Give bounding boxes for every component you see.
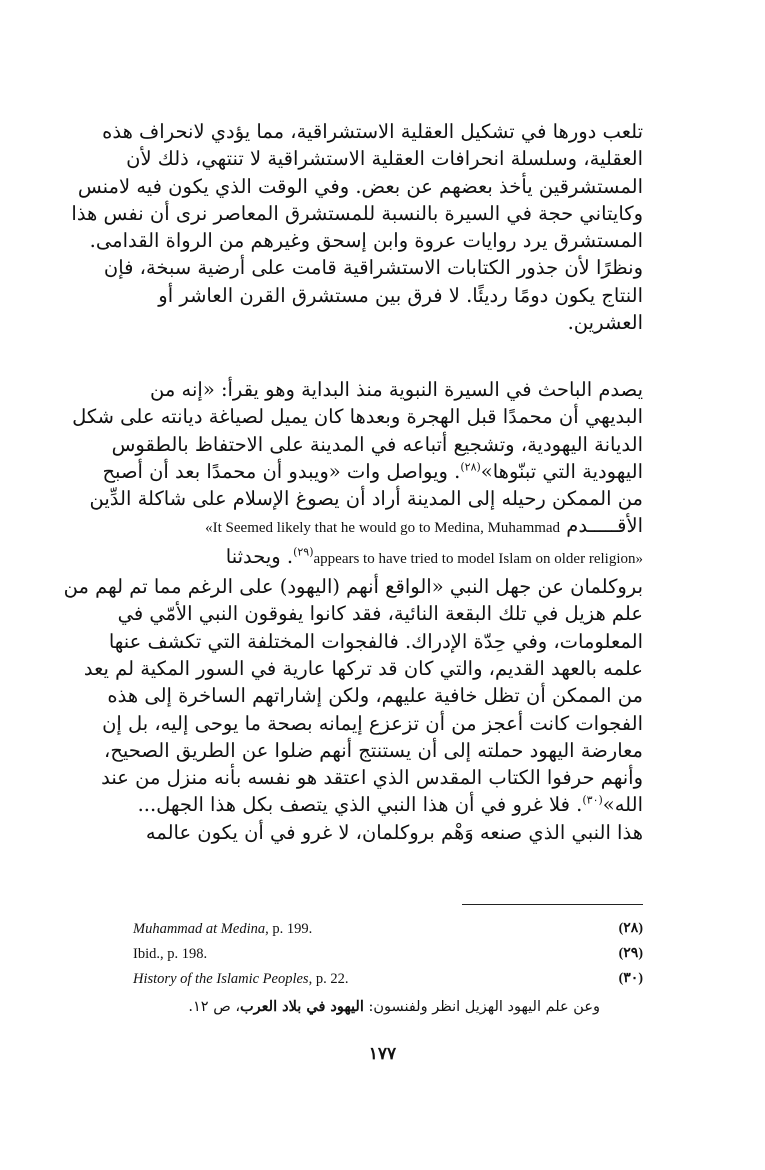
text-line: العقلية، وسلسلة انحرافات العقلية الاستشراقية لا تنتهي، ذلك لأن (126, 147, 643, 171)
text-line: النتاج يكون دومًا رديئًا. لا فرق بين مستشرق القرن العاشر أو (158, 283, 643, 307)
text-line: تلعب دورها في تشكيل العقلية الاستشراقية، مما يؤدي لانحراف هذه (102, 120, 643, 143)
footnote-30-addendum (160, 996, 600, 1018)
text-line: المستشرقين يأخذ بعضهم عن بعض. وفي الوقت الذي يكون فيه لامنس (77, 174, 643, 198)
text-line: العشرين. (567, 311, 643, 335)
footnote-source (133, 967, 348, 991)
book-title: History of the Islamic Peoples (133, 971, 309, 987)
page-number: ١٧٧ (368, 1044, 397, 1064)
text-line: هذا النبي الذي صنعه وَهْم بروكلمان، لا غرو في أن يكون عالمه (145, 820, 643, 844)
footnote-30 (133, 967, 643, 991)
footnote-28 (133, 917, 643, 941)
text-segment: . ويحدثنا (225, 544, 294, 568)
page-reference: , p. 22. (308, 971, 349, 987)
footnote-source (133, 917, 312, 941)
text-line: المعلومات، وفي حِدّة الإدراك. فالفجوات المختلفة التي تكشف عنها (108, 629, 643, 653)
text-segment: ، ص ١٢. (188, 999, 241, 1015)
text-line: المستشرق يرد روايات عروة وابن إسحق وغيرهم من الرواة القدامى. (89, 229, 643, 253)
paragraph-1 (71, 118, 643, 336)
text-line: يصدم الباحث في السيرة النبوية منذ البداية وهو يقرأ: «إنه من (150, 378, 643, 401)
text-segment: . فلا غرو في أن هذا النبي الذي يتصف بكل هذا الجهل... (137, 793, 583, 817)
text-segment: الأقـــــدم (566, 514, 643, 538)
book-title: Muhammad at Medina (133, 921, 266, 937)
footnote-ref-28: (٢٨) (460, 460, 481, 474)
page-reference: Ibid., p. 198. (133, 946, 208, 962)
text-line: الفجوات كانت أعجز من أن تزعزع إيمانه بصحة ما يوحى إليه، بل إن (102, 711, 643, 735)
footnote-ref-29: (٢٩) (293, 545, 314, 559)
text-line: وأنهم حرفوا الكتاب المقدس الذي اعتقد هو نفسه بأنه منزل من عند (101, 766, 643, 790)
text-line (130, 543, 643, 573)
book-title: اليهود في بلاد العرب (240, 998, 364, 1015)
footnote-source (133, 942, 207, 966)
text-line: بروكلمان عن جهل النبي «الواقع أنهم (اليهود) على الرغم مما تم لهم من (63, 575, 643, 599)
text-line: علم هزيل في تلك البقعة النائية، فقد كانوا يفوقون النبي الأمّي في (117, 602, 643, 626)
english-quote-end: appears to have tried to model Islam on older religion» (313, 550, 643, 567)
footnote-separator (462, 904, 643, 905)
text-line: معارضة اليهود حملته إلى أن يستنتج أنهم ضلوا عن الطريق الصحيح، (104, 738, 643, 762)
text-line: البديهي أن محمدًا قبل الهجرة وبعدها كان يميل لصياغة ديانته على شكل (72, 405, 643, 429)
paragraph-2 (63, 376, 643, 846)
english-quote-start: «It Seemed likely that he would go to Medina, Muhammad (205, 520, 561, 537)
text-segment: الله» (602, 793, 643, 817)
text-line (102, 458, 643, 485)
text-segment: اليهودية التي تبنّوها» (480, 459, 643, 483)
footnote-number: (٢٩) (618, 946, 643, 961)
page-reference: , p. 199. (265, 921, 313, 937)
footnote-ref-30: (٣٠) (582, 793, 603, 807)
text-line (130, 791, 643, 818)
footnote-number: (٢٨) (618, 921, 643, 936)
text-segment: . ويواصل وات «ويبدو أن محمدًا بعد أن أصبح (102, 459, 461, 483)
text-line: الديانة اليهودية، وتشجيع أتباعه في المدينة على الاحتفاظ بالطقوس (111, 432, 643, 456)
text-line (130, 512, 643, 542)
text-line: من الممكن رحيله إلى المدينة أراد أن يصوغ الإسلام على شاكلة الدِّين (89, 487, 643, 511)
text-segment: وعن علم اليهود الهزيل انظر ولفنسون: (363, 999, 600, 1015)
text-line: وكايتاني حجة في السيرة بالنسبة للمستشرق المعاصر نرى أن نفس هذا (71, 201, 643, 225)
footnote-number: (٣٠) (618, 971, 643, 986)
text-line: ونظرًا لأن جذور الكتابات الاستشراقية قامت على أرضية سبخة، فإن (103, 256, 643, 280)
text-line: علمه بالعهد القديم، والتي كان قد تركها عارية في السور المكية لم يعد (83, 656, 643, 680)
text-line: من الممكن أن تظل خافية عليهم، ولكن إشاراتهم الساخرة إلى هذه (107, 684, 643, 708)
footnote-29 (133, 942, 643, 966)
